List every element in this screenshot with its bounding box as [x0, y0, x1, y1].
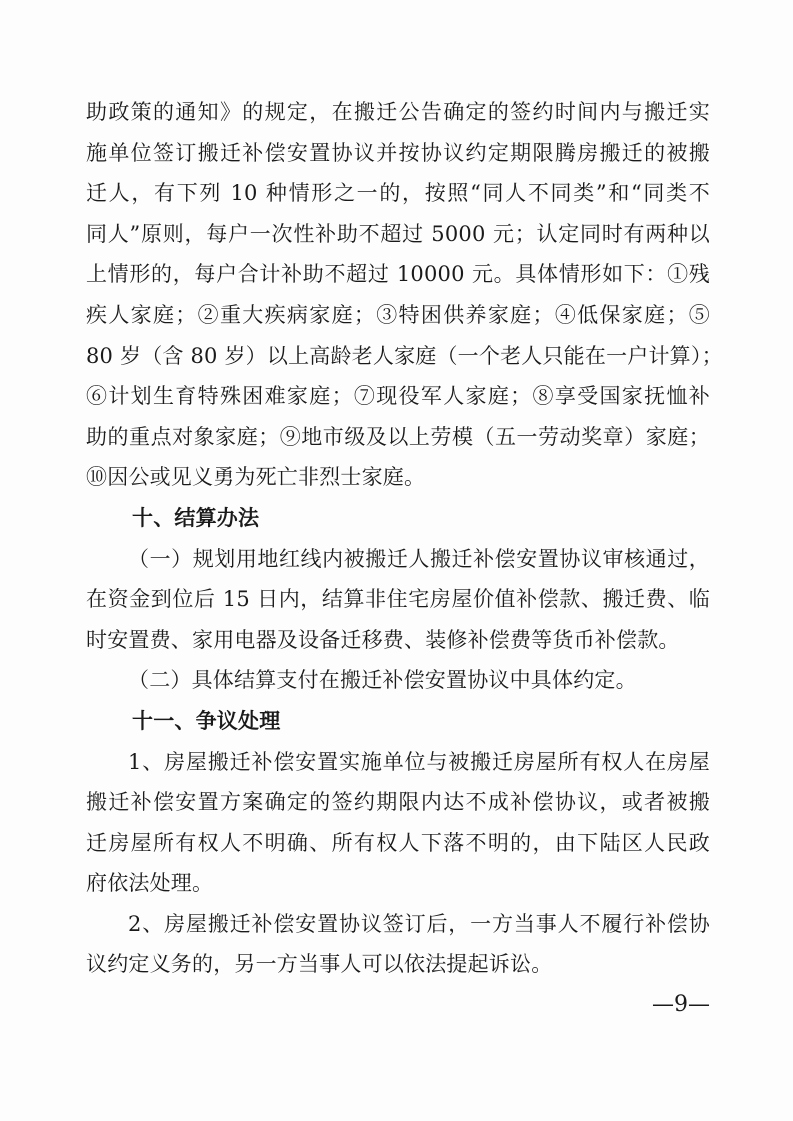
body-line: 议约定义务的，另一方当事人可以依法提起诉讼。 [86, 952, 553, 977]
body-line: 时安置费、家用电器及设备迁移费、装修补偿费等货币补偿款。 [86, 627, 680, 652]
document-body [86, 92, 723, 985]
body-line: 80 岁（含 80 岁）以上高龄老人家庭（一个老人只能在一户计算）； [86, 343, 723, 368]
body-line: ⑥计划生育特殊困难家庭；⑦现役军人家庭；⑧享受国家抚恤补 [86, 384, 710, 409]
body-line: 府依法处理。 [86, 871, 214, 896]
body-line: ⑩因公或见义勇为死亡非烈士家庭。 [86, 465, 426, 490]
body-line: 2、房屋搬迁补偿安置协议签订后，一方当事人不履行补偿协 [128, 911, 710, 936]
body-line: 迁房屋所有权人不明确、所有权人下落不明的，由下陆区人民政 [86, 830, 710, 855]
page-number: —9— [652, 992, 710, 1017]
section-heading-settlement: 十、结算办法 [132, 505, 260, 530]
body-line: 上情形的，每户合计补助不超过 10000 元。具体情形如下：①残 [86, 262, 710, 287]
section-heading-dispute: 十一、争议处理 [132, 708, 281, 733]
body-line: （一）规划用地红线内被搬迁人搬迁补偿安置协议审核通过， [128, 546, 710, 571]
body-line: 助的重点对象家庭；⑨地市级及以上劳模（五一劳动奖章）家庭； [86, 424, 710, 449]
body-line: 疾人家庭；②重大疾病家庭；③特困供养家庭；④低保家庭；⑤ [86, 302, 710, 327]
body-line: 迁人，有下列 10 种情形之一的，按照“同人不同类”和“同类不 [86, 181, 710, 206]
body-line: 搬迁补偿安置方案确定的签约期限内达不成补偿协议，或者被搬 [86, 790, 710, 815]
body-line: （二）具体结算支付在搬迁补偿安置协议中具体约定。 [128, 668, 637, 693]
body-line: 施单位签订搬迁补偿安置协议并按协议约定期限腾房搬迁的被搬 [86, 140, 710, 165]
body-line: 1、房屋搬迁补偿安置实施单位与被搬迁房屋所有权人在房屋 [128, 749, 710, 774]
body-line: 在资金到位后 15 日内，结算非住宅房屋价值补偿款、搬迁费、临 [86, 587, 710, 612]
body-line: 助政策的通知》的规定，在搬迁公告确定的签约时间内与搬迁实 [86, 100, 710, 124]
body-line: 同人”原则，每户一次性补助不超过 5000 元；认定同时有两种以 [86, 221, 710, 246]
